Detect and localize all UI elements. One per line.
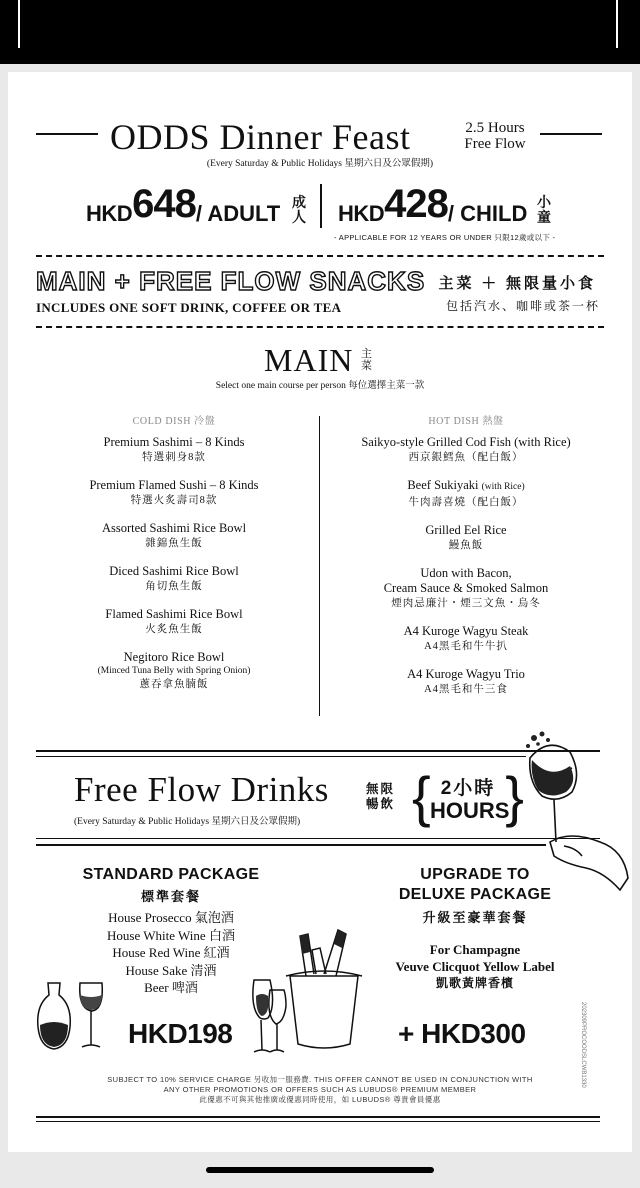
dish-name-cn: 西京銀鱈魚（配白飯） (408, 452, 524, 463)
fine-print-line1: SUBJECT TO 10% SERVICE CHARGE 另收加一服務費. THIS OFFER CANNOT BE USED IN CONJUNCTION WITH (107, 1075, 533, 1084)
dish-name-cn: 角切魚生飯 (145, 581, 203, 592)
title-side (456, 120, 534, 152)
standard-package-title: STANDARD PACKAGE (82, 866, 260, 883)
deluxe-title-line1: UPGRADE TO (420, 866, 530, 883)
cold-dish-item (24, 521, 324, 551)
standard-package-price: HKD198 (128, 1018, 233, 1049)
dish-name: Negitoro Rice Bowl (123, 650, 225, 664)
dish-name (316, 478, 616, 495)
hot-dish-item (316, 523, 616, 553)
adult-currency: HKD (86, 201, 133, 226)
fine-print-line3: 此優惠不可與其他推廣或優惠同時使用，如 LUBUDS® 尊貴會員優惠 (199, 1095, 441, 1104)
title-rule-left (36, 133, 98, 135)
drinks-title-cjk: 無限暢飲 (366, 782, 396, 811)
cold-dish-column (24, 412, 324, 705)
fine-print-line2: ANY OTHER PROMOTIONS OR OFFERS SUCH AS LUBUDS® PREMIUM MEMBER (163, 1085, 477, 1094)
deluxe-package-detail (360, 941, 590, 992)
champagne-bucket-icon (246, 926, 366, 1058)
drink-item: House Red Wine 紅酒 (112, 945, 230, 960)
standard-package-cjk: 標準套餐 (140, 889, 201, 904)
top-frame (18, 0, 618, 48)
adult-amount: 648 (132, 182, 196, 226)
hot-dish-item (316, 667, 616, 697)
hours-badge (412, 765, 524, 829)
drink-item: House Sake 清酒 (125, 962, 217, 978)
hot-dish-item (316, 624, 616, 654)
deluxe-line1: For Champagne (429, 942, 521, 957)
main-snacks-subtitle: INCLUDES ONE SOFT DRINK, COFFEE OR TEA (36, 300, 342, 315)
hot-dish-item (316, 435, 616, 465)
dish-name: Diced Sashimi Rice Bowl (109, 564, 239, 578)
drink-item: House Prosecco 氣泡酒 (108, 910, 234, 925)
dish-name: Flamed Sashimi Rice Bowl (105, 607, 243, 621)
drink-item: House White Wine 白酒 (107, 927, 235, 943)
deluxe-line2: Veuve Clicquot Yellow Label (395, 959, 555, 974)
applicable-note: - APPLICABLE FOR 12 YEARS OR UNDER 只限12歲或以下 - (334, 233, 556, 242)
hours-cn: 2小時 (440, 778, 496, 799)
hot-dish-column (316, 412, 616, 710)
price-divider (320, 184, 322, 228)
drinks-rule-mid (36, 838, 600, 839)
drinks-title: Free Flow Drinks (74, 770, 329, 809)
brace-right-icon: } (505, 765, 524, 828)
title-side-line1: 2.5 Hours (465, 120, 525, 136)
dish-name-cn: A4黑毛和牛牛扒 (424, 641, 508, 652)
dish-name-cn: 火炙魚生飯 (145, 624, 203, 635)
dish-name: A4 Kuroge Wagyu Steak (403, 624, 529, 638)
dish-name-cn: 煙肉忌廉汁・煙三文魚・烏冬 (391, 598, 541, 609)
deluxe-package-title (360, 866, 590, 904)
hours-en: HOURS (430, 798, 510, 823)
main-snacks-title: MAIN + FREE FLOW SNACKS (36, 266, 426, 296)
dish-name: Grilled Eel Rice (425, 523, 507, 537)
adult-cjk: 成人 (292, 196, 306, 226)
decanter-glass-icon (34, 975, 114, 1055)
child-currency: HKD (338, 201, 385, 226)
page-title: ODDS Dinner Feast (110, 117, 411, 157)
adult-label: / ADULT (195, 201, 281, 226)
child-price (338, 182, 527, 230)
dish-name-cn: 蔥吞拿魚腩飯 (139, 679, 209, 690)
dish-note: (Minced Tuna Belly with Spring Onion) (97, 666, 251, 676)
cold-dish-heading: COLD DISH 冷盤 (132, 416, 216, 427)
dish-name: Assorted Sashimi Rice Bowl (101, 521, 247, 535)
dish-name: Udon with Bacon, (420, 566, 512, 580)
dish-name-cn: 特選火炙壽司8款 (130, 495, 218, 506)
dish-name-cn: A4黑毛和牛三食 (424, 684, 508, 695)
dish-name-cn: 雜錦魚生飯 (145, 538, 203, 549)
deluxe-package-cjk: 升級至豪華套餐 (422, 910, 528, 925)
drinks-rule-mid-thick (36, 844, 546, 846)
drinks-rule-top (36, 750, 600, 752)
deluxe-package-price: + HKD300 (398, 1018, 526, 1049)
child-cjk: 小童 (537, 196, 551, 226)
dish-name-cn: 特選刺身8款 (142, 452, 206, 463)
title-side-line2: Free Flow (464, 136, 526, 152)
drinks-rule-top-thin (36, 756, 526, 757)
hot-dish-heading: HOT DISH 熱盤 (428, 416, 504, 427)
hot-dish-item (316, 478, 616, 510)
holiday-note: (Every Saturday & Public Holidays 星期六日及公眾假期) (206, 159, 434, 169)
dish-name-cn: 鰻魚飯 (448, 540, 484, 551)
dish-name: Premium Sashimi – 8 Kinds (103, 435, 245, 449)
brace-left-icon: { (412, 765, 431, 828)
drinks-note: (Every Saturday & Public Holidays 星期六日及公眾假期) (74, 817, 301, 827)
dish-name-small: (with Rice) (481, 482, 525, 492)
dish-name: A4 Kuroge Wagyu Trio (407, 667, 525, 681)
print-code: 202309PROCOODSLCWB1330 (580, 1002, 586, 1088)
adult-price (86, 182, 280, 230)
title-rule-right (540, 133, 602, 135)
footer-rule (36, 1116, 600, 1118)
main-snacks-cjk-sub: 包括汽水、咖啡或茶一杯 (445, 299, 600, 313)
dashed-divider (36, 326, 604, 328)
home-indicator[interactable] (206, 1167, 434, 1173)
child-amount: 428 (384, 182, 448, 226)
cold-dish-item (24, 650, 324, 692)
child-label: / CHILD (447, 201, 528, 226)
dish-name-main: Beef Sukiyaki (407, 478, 479, 492)
main-note: Select one main course per person 每位選擇主菜一款 (215, 381, 425, 391)
cold-dish-item (24, 607, 324, 637)
dashed-divider (36, 255, 604, 257)
main-heading-cjk: 主菜 (361, 348, 372, 372)
hot-dish-item (316, 566, 616, 611)
dish-name-cn: 牛肉壽喜燒（配白飯） (408, 497, 524, 508)
dish-name: Premium Flamed Sushi – 8 Kinds (89, 478, 259, 492)
deluxe-title-line2: DELUXE PACKAGE (398, 886, 552, 903)
footer-rule-thin (36, 1121, 600, 1122)
main-heading: MAIN (264, 342, 354, 378)
cold-dish-item (24, 478, 324, 508)
dish-name-line2: Cream Sauce & Smoked Salmon (383, 581, 549, 595)
cold-dish-item (24, 564, 324, 594)
drink-item: Beer 啤酒 (144, 980, 198, 995)
dish-name: Saikyo-style Grilled Cod Fish (with Rice) (361, 435, 571, 449)
deluxe-line3: 凱歌黃牌香檳 (435, 976, 514, 990)
cold-dish-item (24, 435, 324, 465)
main-snacks-cjk-title: 主菜 ＋ 無限量小食 (438, 276, 596, 292)
top-bar (0, 0, 640, 64)
